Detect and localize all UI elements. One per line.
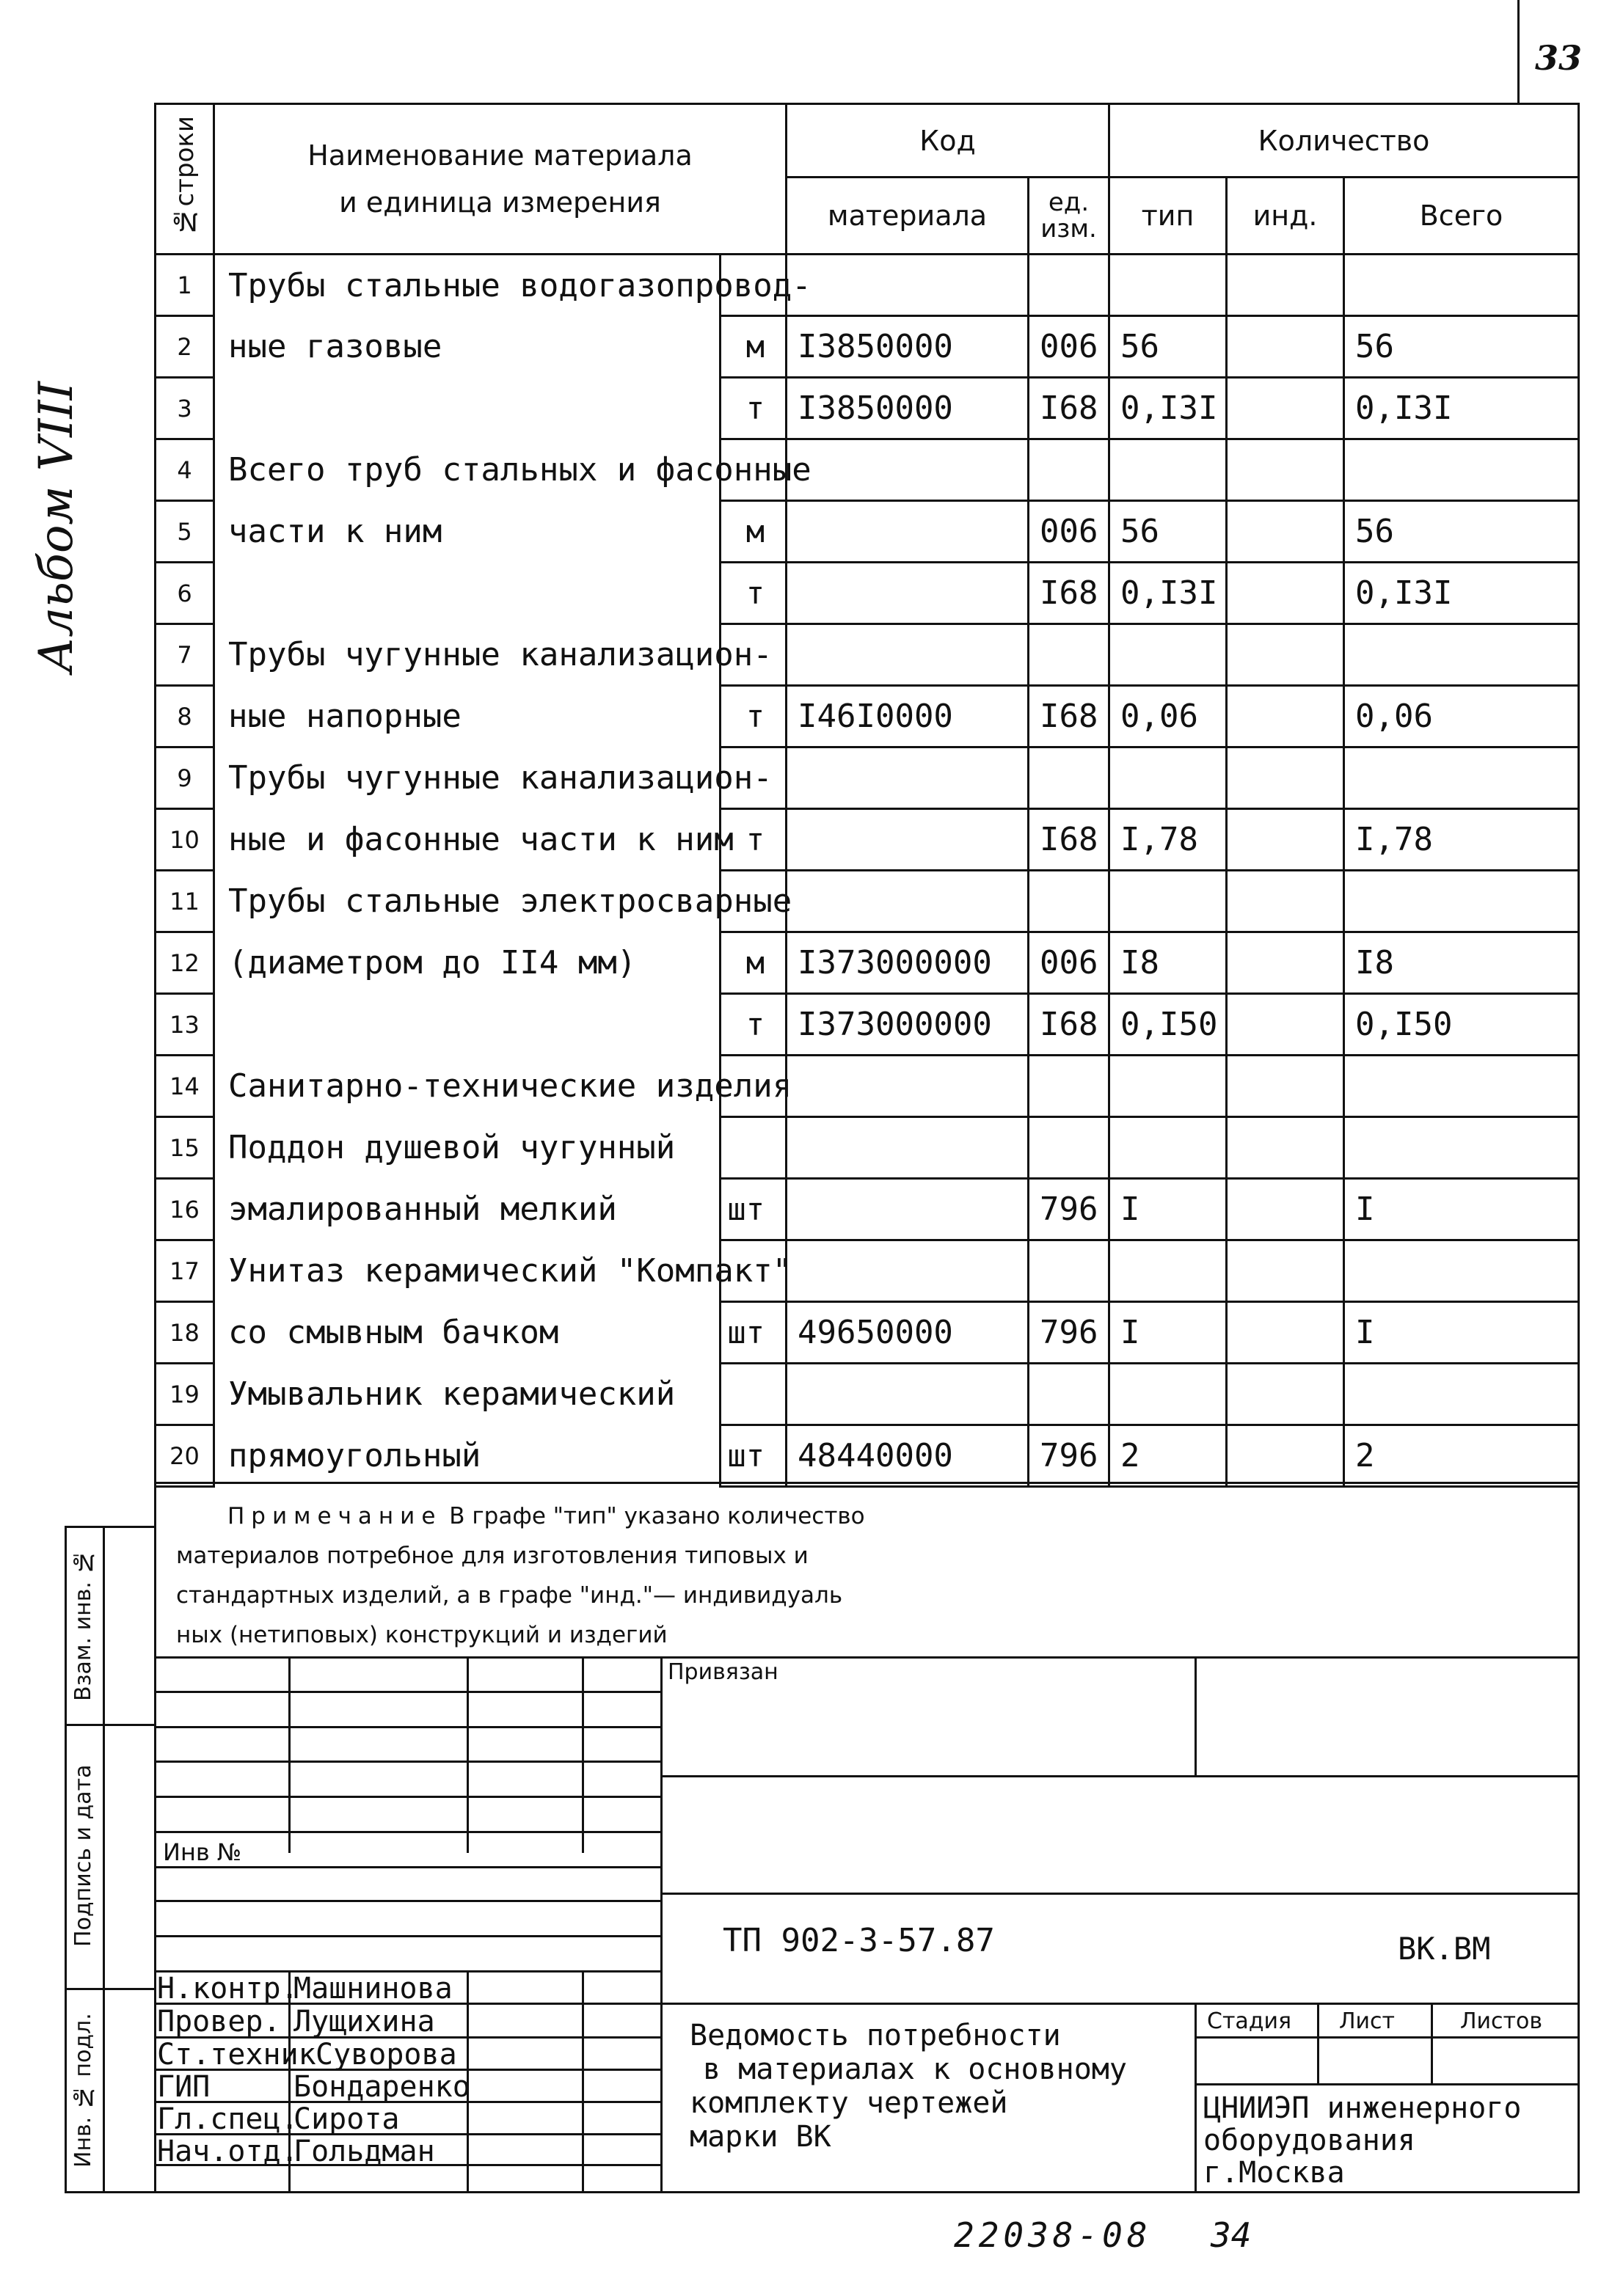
qty-type: I,78 bbox=[1109, 809, 1227, 871]
qty-total: 0,I3I bbox=[1344, 563, 1579, 624]
row-number: 16 bbox=[156, 1179, 214, 1240]
qty-ind bbox=[1227, 439, 1344, 501]
unit-label bbox=[721, 1117, 787, 1179]
qty-type: I8 bbox=[1109, 932, 1227, 994]
material-name: (диаметром до II4 мм) bbox=[214, 932, 721, 994]
row-number: 15 bbox=[156, 1117, 214, 1179]
qty-ind bbox=[1227, 501, 1344, 563]
note-line-4: ных (нетиповых) конструкций и издегий bbox=[176, 1622, 668, 1648]
material-code bbox=[787, 1056, 1029, 1117]
row-number: 1 bbox=[156, 255, 214, 316]
material-code: I3850000 bbox=[787, 316, 1029, 378]
tb-bottom-line bbox=[660, 2191, 1580, 2193]
table-row bbox=[156, 501, 1579, 563]
unit-label: т bbox=[721, 378, 787, 439]
material-name: прямоугольный bbox=[214, 1425, 721, 1487]
tb-line-a bbox=[154, 1656, 1578, 1659]
frame-right-line bbox=[1578, 1482, 1580, 1893]
material-name: ные газовые bbox=[214, 316, 721, 378]
unit-label: т bbox=[721, 563, 787, 624]
row-number: 14 bbox=[156, 1056, 214, 1117]
tb-vline-privyazan bbox=[1195, 1656, 1197, 1775]
qty-type: 56 bbox=[1109, 501, 1227, 563]
frame-left-line bbox=[154, 1482, 156, 2193]
unit-code bbox=[1029, 1117, 1109, 1179]
signer-name: Суворова bbox=[316, 2038, 457, 2072]
doc-title: Ведомость потребности в материалах к основному комплекту чертежей марки ВК bbox=[690, 2019, 1127, 2154]
unit-code bbox=[1029, 747, 1109, 809]
tb-line-e bbox=[660, 1775, 1578, 1777]
stamp-line-0 bbox=[65, 1526, 154, 1528]
stage-vline bbox=[1195, 2003, 1197, 2191]
material-name bbox=[214, 563, 721, 624]
header-qty-total: Всего bbox=[1344, 178, 1579, 255]
table-row bbox=[156, 1425, 1579, 1487]
qty-type: I bbox=[1109, 1179, 1227, 1240]
material-code bbox=[787, 747, 1029, 809]
qty-total: I bbox=[1344, 1179, 1579, 1240]
qty-type bbox=[1109, 747, 1227, 809]
sheets-vline bbox=[1431, 2003, 1433, 2083]
signer-role: Н.контр. bbox=[157, 1972, 299, 2006]
signer-name: Гольдман bbox=[293, 2135, 435, 2168]
table-row bbox=[156, 809, 1579, 871]
header-qty-type: тип bbox=[1109, 178, 1227, 255]
unit-code: I68 bbox=[1029, 563, 1109, 624]
row-number: 4 bbox=[156, 439, 214, 501]
qty-type: 2 bbox=[1109, 1425, 1227, 1487]
row-number: 13 bbox=[156, 994, 214, 1056]
album-label: Альбом VIII bbox=[29, 381, 84, 673]
material-name: части к ним bbox=[214, 501, 721, 563]
material-name: Трубы стальные водогазопровод- bbox=[214, 255, 721, 316]
unit-code: 006 bbox=[1029, 316, 1109, 378]
header-code: Код bbox=[787, 104, 1109, 178]
note-block bbox=[176, 1496, 1556, 1655]
row-number: 12 bbox=[156, 932, 214, 994]
qty-type: 0,I3I bbox=[1109, 378, 1227, 439]
material-code: I373000000 bbox=[787, 994, 1029, 1056]
qty-ind bbox=[1227, 624, 1344, 686]
qty-ind bbox=[1227, 747, 1344, 809]
sheet-vline bbox=[1317, 2003, 1319, 2083]
materials-table bbox=[154, 103, 1580, 1488]
material-code bbox=[787, 1364, 1029, 1425]
inv-no-label: Инв № bbox=[163, 1838, 242, 1866]
qty-total: I,78 bbox=[1344, 809, 1579, 871]
unit-code: 796 bbox=[1029, 1179, 1109, 1240]
sheet-label: Лист bbox=[1339, 2008, 1396, 2034]
table-row bbox=[156, 624, 1579, 686]
signer-role: Гл.спец. bbox=[157, 2102, 299, 2136]
qty-ind bbox=[1227, 994, 1344, 1056]
qty-ind bbox=[1227, 871, 1344, 932]
qty-ind bbox=[1227, 378, 1344, 439]
unit-code: 796 bbox=[1029, 1302, 1109, 1364]
qty-ind bbox=[1227, 563, 1344, 624]
material-name: ные и фасонные части к ним bbox=[214, 809, 721, 871]
note-line-1: В графе "тип" указано количество bbox=[449, 1503, 865, 1529]
row-number: 6 bbox=[156, 563, 214, 624]
organization: ЦНИИЭП инженерного оборудования г.Москва bbox=[1203, 2091, 1522, 2190]
unit-code bbox=[1029, 255, 1109, 316]
material-code bbox=[787, 501, 1029, 563]
unit-code: 796 bbox=[1029, 1425, 1109, 1487]
table-row bbox=[156, 1179, 1579, 1240]
unit-code: I68 bbox=[1029, 686, 1109, 747]
material-name: ные напорные bbox=[214, 686, 721, 747]
qty-ind bbox=[1227, 255, 1344, 316]
qty-type: 56 bbox=[1109, 316, 1227, 378]
qty-total bbox=[1344, 255, 1579, 316]
qty-ind bbox=[1227, 932, 1344, 994]
material-name: Трубы чугунные канализацион- bbox=[214, 624, 721, 686]
table-row bbox=[156, 747, 1579, 809]
row-number: 20 bbox=[156, 1425, 214, 1487]
signer-name: Машнинова bbox=[293, 1972, 453, 2006]
qty-total bbox=[1344, 1117, 1579, 1179]
stamp-line-3 bbox=[65, 2191, 154, 2193]
qty-total: 0,I50 bbox=[1344, 994, 1579, 1056]
table-row bbox=[156, 1240, 1579, 1302]
table-row bbox=[156, 1302, 1579, 1364]
material-code: I3850000 bbox=[787, 378, 1029, 439]
unit-code bbox=[1029, 1056, 1109, 1117]
row-number: 2 bbox=[156, 316, 214, 378]
tb-line-h bbox=[154, 1866, 660, 1868]
qty-total bbox=[1344, 747, 1579, 809]
unit-label: м bbox=[721, 316, 787, 378]
qty-total: 56 bbox=[1344, 316, 1579, 378]
row-number: 8 bbox=[156, 686, 214, 747]
material-code bbox=[787, 809, 1029, 871]
unit-code: 006 bbox=[1029, 932, 1109, 994]
unit-code: I68 bbox=[1029, 378, 1109, 439]
signer-role: Провер. bbox=[157, 2005, 281, 2039]
qty-ind bbox=[1227, 1364, 1344, 1425]
qty-type bbox=[1109, 1056, 1227, 1117]
unit-label: м bbox=[721, 501, 787, 563]
page-number: 33 bbox=[1535, 38, 1583, 78]
footer-page: 34 bbox=[1211, 2215, 1252, 2255]
qty-type: I bbox=[1109, 1302, 1227, 1364]
unit-code bbox=[1029, 871, 1109, 932]
row-number: 19 bbox=[156, 1364, 214, 1425]
unit-label: шт bbox=[721, 1179, 787, 1240]
drawing-mark: ВК.ВМ bbox=[1398, 1931, 1491, 1967]
tb-line-k bbox=[154, 1935, 660, 1937]
header-code-unit: ед. изм. bbox=[1029, 178, 1109, 255]
material-code bbox=[787, 624, 1029, 686]
qty-total: 2 bbox=[1344, 1425, 1579, 1487]
tb-vline-1 bbox=[288, 1656, 291, 1853]
tb-vline-3 bbox=[582, 1656, 584, 1853]
signer-name: Лущихина bbox=[293, 2005, 435, 2039]
material-code bbox=[787, 255, 1029, 316]
qty-ind bbox=[1227, 1117, 1344, 1179]
stamp-line-1 bbox=[65, 1724, 154, 1726]
tb-vline-3b bbox=[582, 1970, 584, 2191]
privyazan-label: Привязан bbox=[668, 1659, 778, 1685]
qty-ind bbox=[1227, 1179, 1344, 1240]
qty-ind bbox=[1227, 1240, 1344, 1302]
footer-code: 22038-08 bbox=[954, 2215, 1152, 2255]
table-row bbox=[156, 255, 1579, 316]
qty-total: I bbox=[1344, 1302, 1579, 1364]
unit-code: 006 bbox=[1029, 501, 1109, 563]
qty-type bbox=[1109, 624, 1227, 686]
tb-line-i bbox=[660, 1893, 1578, 1895]
stamp-strip-left bbox=[65, 1526, 67, 2193]
tb-vline-2 bbox=[467, 1656, 469, 1853]
material-name: Унитаз керамический "Компакт" bbox=[214, 1240, 721, 1302]
note-top-line bbox=[154, 1482, 1578, 1484]
stage-hline bbox=[1195, 2036, 1578, 2039]
row-number: 9 bbox=[156, 747, 214, 809]
material-name: эмалированный мелкий bbox=[214, 1179, 721, 1240]
material-code bbox=[787, 1179, 1029, 1240]
stamp-podpis: Подпись и дата bbox=[70, 1764, 96, 1948]
table-row bbox=[156, 994, 1579, 1056]
unit-label: шт bbox=[721, 1302, 787, 1364]
stamp-inv: Инв. № подл. bbox=[70, 2013, 96, 2168]
material-code bbox=[787, 871, 1029, 932]
qty-type: 0,I50 bbox=[1109, 994, 1227, 1056]
qty-total bbox=[1344, 1364, 1579, 1425]
material-name: Поддон душевой чугунный bbox=[214, 1117, 721, 1179]
unit-label: м bbox=[721, 932, 787, 994]
row-number: 3 bbox=[156, 378, 214, 439]
unit-code bbox=[1029, 1240, 1109, 1302]
row-number: 10 bbox=[156, 809, 214, 871]
qty-total: 0,I3I bbox=[1344, 378, 1579, 439]
qty-total bbox=[1344, 1056, 1579, 1117]
header-quantity: Количество bbox=[1109, 104, 1579, 178]
stamp-strip-right bbox=[103, 1526, 105, 2193]
qty-total: 0,06 bbox=[1344, 686, 1579, 747]
qty-ind bbox=[1227, 316, 1344, 378]
qty-ind bbox=[1227, 1302, 1344, 1364]
material-name bbox=[214, 994, 721, 1056]
material-name: Всего труб стальных и фасонные bbox=[214, 439, 721, 501]
note-line-2: материалов потребное для изготовления типовых и bbox=[176, 1543, 809, 1569]
material-code bbox=[787, 1117, 1029, 1179]
header-row-no: №строки bbox=[156, 104, 214, 255]
material-code: I373000000 bbox=[787, 932, 1029, 994]
tb-line-g bbox=[154, 1831, 660, 1833]
material-name: Трубы чугунные канализацион- bbox=[214, 747, 721, 809]
unit-label: т bbox=[721, 994, 787, 1056]
org-hline bbox=[1195, 2083, 1578, 2085]
table-row bbox=[156, 563, 1579, 624]
qty-type: 0,06 bbox=[1109, 686, 1227, 747]
table-row bbox=[156, 1117, 1579, 1179]
material-code bbox=[787, 1240, 1029, 1302]
row-number: 5 bbox=[156, 501, 214, 563]
unit-code: I68 bbox=[1029, 994, 1109, 1056]
note-line-3: стандартных изделий, а в графе "инд."— индивидуаль bbox=[176, 1582, 843, 1609]
qty-total bbox=[1344, 439, 1579, 501]
qty-type bbox=[1109, 1240, 1227, 1302]
project-code: ТП 902-3-57.87 bbox=[723, 1922, 995, 1959]
material-name: со смывным бачком bbox=[214, 1302, 721, 1364]
tb-line-b bbox=[154, 1691, 660, 1693]
material-name: Трубы стальные электросварные bbox=[214, 871, 721, 932]
qty-type bbox=[1109, 871, 1227, 932]
table-row bbox=[156, 871, 1579, 932]
signer-role: ГИП bbox=[157, 2070, 211, 2104]
material-name bbox=[214, 378, 721, 439]
unit-code bbox=[1029, 439, 1109, 501]
row-number: 18 bbox=[156, 1302, 214, 1364]
row-number: 11 bbox=[156, 871, 214, 932]
qty-type: 0,I3I bbox=[1109, 563, 1227, 624]
stage-label: Стадия bbox=[1207, 2008, 1292, 2034]
qty-total bbox=[1344, 1240, 1579, 1302]
unit-label: шт bbox=[721, 1425, 787, 1487]
qty-total: I8 bbox=[1344, 932, 1579, 994]
tb-line-d bbox=[154, 1761, 660, 1763]
material-name: Санитарно-технические изделия bbox=[214, 1056, 721, 1117]
sheets-label: Листов bbox=[1460, 2008, 1543, 2034]
tb-right-line bbox=[1578, 1893, 1580, 2193]
tb-line-c bbox=[154, 1726, 660, 1728]
header-qty-ind: инд. bbox=[1227, 178, 1344, 255]
table-row bbox=[156, 439, 1579, 501]
unit-label bbox=[721, 1364, 787, 1425]
material-code: 49650000 bbox=[787, 1302, 1029, 1364]
tb-line-f bbox=[154, 1796, 660, 1798]
qty-total bbox=[1344, 871, 1579, 932]
row-number: 17 bbox=[156, 1240, 214, 1302]
material-code bbox=[787, 563, 1029, 624]
tb-vline-main bbox=[660, 1656, 663, 2191]
qty-type bbox=[1109, 1364, 1227, 1425]
material-code: 48440000 bbox=[787, 1425, 1029, 1487]
material-code: I46I0000 bbox=[787, 686, 1029, 747]
qty-type bbox=[1109, 255, 1227, 316]
table-row bbox=[156, 316, 1579, 378]
qty-ind bbox=[1227, 1056, 1344, 1117]
table-row bbox=[156, 1056, 1579, 1117]
material-name: Умывальник керамический bbox=[214, 1364, 721, 1425]
stamp-vzam: Взам. инв. № bbox=[70, 1549, 96, 1701]
signer-name: Бондаренко bbox=[293, 2070, 470, 2104]
qty-ind bbox=[1227, 1425, 1344, 1487]
unit-code bbox=[1029, 624, 1109, 686]
table-row bbox=[156, 932, 1579, 994]
header-code-material: материала bbox=[787, 178, 1029, 255]
unit-label: т bbox=[721, 809, 787, 871]
qty-total: 56 bbox=[1344, 501, 1579, 563]
table-row bbox=[156, 378, 1579, 439]
row-number: 7 bbox=[156, 624, 214, 686]
unit-code bbox=[1029, 1364, 1109, 1425]
table-row bbox=[156, 686, 1579, 747]
signer-role: Ст.техник bbox=[157, 2038, 316, 2072]
note-title: Примечание bbox=[227, 1503, 442, 1529]
table-row bbox=[156, 1364, 1579, 1425]
qty-total bbox=[1344, 624, 1579, 686]
tb-line-j bbox=[154, 1900, 660, 1902]
qty-ind bbox=[1227, 809, 1344, 871]
unit-label: т bbox=[721, 686, 787, 747]
stamp-line-2 bbox=[65, 1988, 154, 1990]
qty-type bbox=[1109, 1117, 1227, 1179]
signer-name: Сирота bbox=[293, 2102, 400, 2136]
header-name: Наименование материала и единица измерения bbox=[214, 104, 787, 255]
qty-ind bbox=[1227, 686, 1344, 747]
material-code bbox=[787, 439, 1029, 501]
qty-type bbox=[1109, 439, 1227, 501]
tb-line-s bbox=[154, 2191, 660, 2193]
page-corner-line bbox=[1517, 0, 1520, 103]
unit-code: I68 bbox=[1029, 809, 1109, 871]
signer-role: Нач.отд. bbox=[157, 2135, 299, 2168]
